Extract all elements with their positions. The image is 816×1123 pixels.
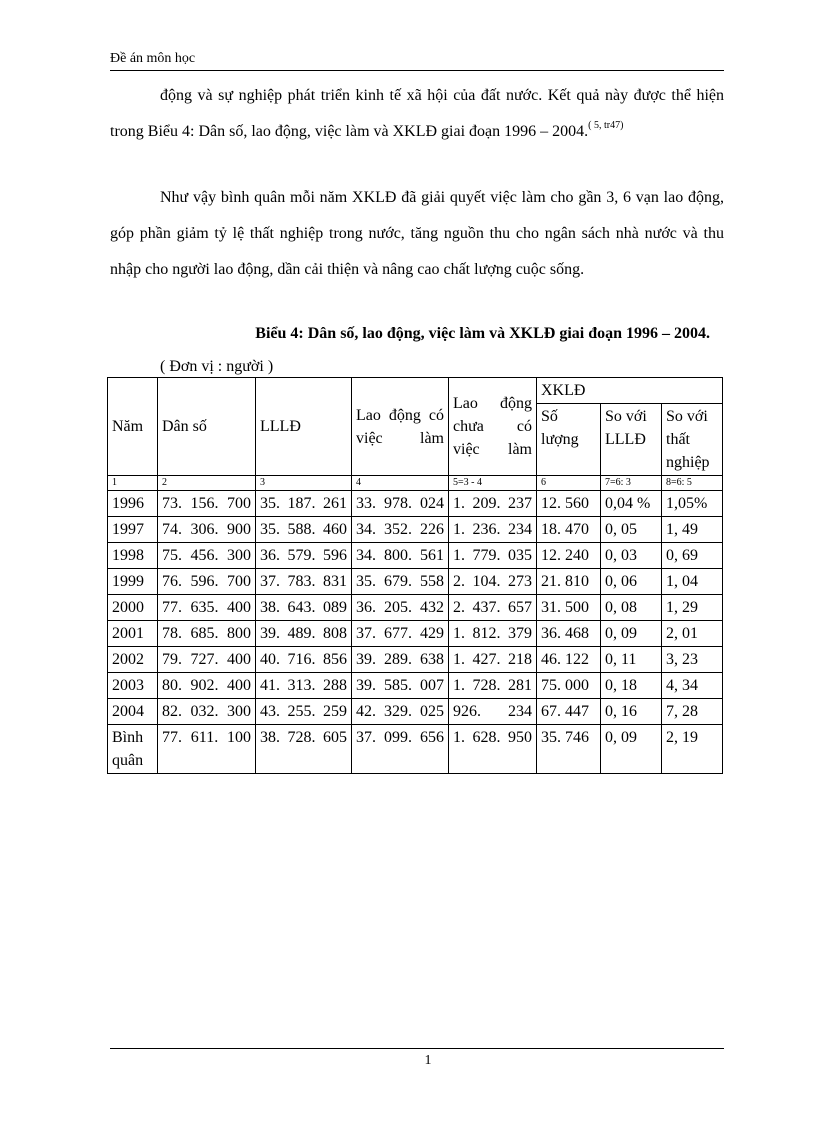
paragraph-2: Như vậy bình quân mỗi năm XKLĐ đã giải quyết việc làm cho gần 3, 6 vạn lao động, góp phần giảm tỷ lệ thất nghiệp trong nước, tăng nguồn thu cho ngân sách nhà nước và thu nhập cho người lao động, dần cải thiện và nâng cao chất lượng cuộc sống. <box>110 189 724 278</box>
cell-year: 2004 <box>108 699 158 725</box>
cell-quantity: 36. 468 <box>537 621 601 647</box>
cell-year: Bình quân <box>108 725 158 774</box>
cell-unemployed: 1. 628. 950 <box>449 725 537 774</box>
table-row <box>108 621 723 647</box>
cell-employed: 35. 679. 558 <box>352 569 449 595</box>
page-number: 1 <box>424 1053 432 1068</box>
cell-population: 75. 456. 300 <box>158 543 256 569</box>
cell-unemployed: 1. 779. 035 <box>449 543 537 569</box>
cell-year: 2000 <box>108 595 158 621</box>
table-row <box>108 673 723 699</box>
cell-employed: 33. 978. 024 <box>352 491 449 517</box>
table-row <box>108 517 723 543</box>
cell-vs-unemployed: 1,05% <box>662 491 723 517</box>
index-cell: 6 <box>537 476 601 491</box>
header-population: Dân số <box>158 378 256 476</box>
cell-year: 2003 <box>108 673 158 699</box>
index-cell: 5=3 - 4 <box>449 476 537 491</box>
index-cell: 2 <box>158 476 256 491</box>
cell-labor-force: 39. 489. 808 <box>256 621 352 647</box>
table-row <box>108 491 723 517</box>
cell-unemployed: 2. 437. 657 <box>449 595 537 621</box>
cell-population: 77. 635. 400 <box>158 595 256 621</box>
cell-vs-labor-force: 0, 16 <box>601 699 662 725</box>
cell-unemployed: 1. 209. 237 <box>449 491 537 517</box>
cell-population: 73. 156. 700 <box>158 491 256 517</box>
cell-quantity: 12. 560 <box>537 491 601 517</box>
index-cell: 8=6: 5 <box>662 476 723 491</box>
cell-employed: 34. 800. 561 <box>352 543 449 569</box>
cell-employed: 37. 677. 429 <box>352 621 449 647</box>
index-cell: 1 <box>108 476 158 491</box>
cell-vs-labor-force: 0, 05 <box>601 517 662 543</box>
cell-labor-force: 37. 783. 831 <box>256 569 352 595</box>
cell-population: 79. 727. 400 <box>158 647 256 673</box>
cell-quantity: 67. 447 <box>537 699 601 725</box>
data-table <box>107 377 723 774</box>
cell-vs-unemployed: 1, 29 <box>662 595 723 621</box>
header-year: Năm <box>108 378 158 476</box>
header-vs-unemployed: So với thất nghiệp <box>662 404 723 476</box>
cell-employed: 36. 205. 432 <box>352 595 449 621</box>
index-cell: 4 <box>352 476 449 491</box>
cell-unemployed: 2. 104. 273 <box>449 569 537 595</box>
footer-rule <box>110 1048 724 1049</box>
cell-population: 76. 596. 700 <box>158 569 256 595</box>
cell-quantity: 46. 122 <box>537 647 601 673</box>
header-group-xkld: XKLĐ <box>537 378 723 404</box>
index-cell: 3 <box>256 476 352 491</box>
cell-vs-labor-force: 0, 08 <box>601 595 662 621</box>
cell-quantity: 75. 000 <box>537 673 601 699</box>
cell-labor-force: 38. 643. 089 <box>256 595 352 621</box>
cell-vs-labor-force: 0, 06 <box>601 569 662 595</box>
cell-vs-unemployed: 2, 01 <box>662 621 723 647</box>
cell-vs-unemployed: 7, 28 <box>662 699 723 725</box>
header-employed: Lao động có việc làm <box>352 378 449 476</box>
cell-vs-labor-force: 0, 18 <box>601 673 662 699</box>
paragraph-1 <box>110 78 724 150</box>
cell-vs-unemployed: 0, 69 <box>662 543 723 569</box>
cell-population: 78. 685. 800 <box>158 621 256 647</box>
table-row <box>108 569 723 595</box>
header-vs-labor-force: So với LLLĐ <box>601 404 662 476</box>
cell-vs-labor-force: 0, 09 <box>601 725 662 774</box>
table-unit: ( Đơn vị : người ) <box>160 358 274 375</box>
index-row <box>108 476 723 491</box>
cell-vs-labor-force: 0, 11 <box>601 647 662 673</box>
table-caption: Biểu 4: Dân số, lao động, việc làm và XKLĐ giai đoạn 1996 – 2004. <box>255 325 710 342</box>
table-row <box>108 647 723 673</box>
header-unemployed: Lao động chưa có việc làm <box>449 378 537 476</box>
header-row-1 <box>108 378 723 404</box>
cell-labor-force: 36. 579. 596 <box>256 543 352 569</box>
cell-vs-labor-force: 0, 03 <box>601 543 662 569</box>
cell-year: 1996 <box>108 491 158 517</box>
table-row <box>108 725 723 774</box>
cell-vs-unemployed: 3, 23 <box>662 647 723 673</box>
cell-population: 80. 902. 400 <box>158 673 256 699</box>
paragraph-1-text: động và sự nghiệp phát triển kinh tế xã hội của đất nước. Kết quả này được thể hiện trong Biểu 4: Dân số, lao động, việc làm và XKLĐ giai đoạn 1996 – 2004. <box>110 87 724 140</box>
cell-population: 77. 611. 100 <box>158 725 256 774</box>
table-row <box>108 699 723 725</box>
cell-unemployed: 1. 812. 379 <box>449 621 537 647</box>
cell-vs-unemployed: 2, 19 <box>662 725 723 774</box>
cell-vs-unemployed: 1, 04 <box>662 569 723 595</box>
cell-employed: 39. 585. 007 <box>352 673 449 699</box>
citation: ( 5, tr47) <box>588 120 624 131</box>
cell-quantity: 21. 810 <box>537 569 601 595</box>
cell-population: 82. 032. 300 <box>158 699 256 725</box>
cell-vs-unemployed: 1, 49 <box>662 517 723 543</box>
cell-employed: 37. 099. 656 <box>352 725 449 774</box>
cell-quantity: 12. 240 <box>537 543 601 569</box>
cell-employed: 34. 352. 226 <box>352 517 449 543</box>
cell-vs-unemployed: 4, 34 <box>662 673 723 699</box>
cell-year: 1998 <box>108 543 158 569</box>
index-cell: 7=6: 3 <box>601 476 662 491</box>
cell-labor-force: 35. 187. 261 <box>256 491 352 517</box>
cell-labor-force: 43. 255. 259 <box>256 699 352 725</box>
table-row <box>108 595 723 621</box>
header-quantity: Số lượng <box>537 404 601 476</box>
cell-quantity: 31. 500 <box>537 595 601 621</box>
cell-unemployed: 1. 236. 234 <box>449 517 537 543</box>
cell-employed: 39. 289. 638 <box>352 647 449 673</box>
cell-quantity: 35. 746 <box>537 725 601 774</box>
header-labor-force: LLLĐ <box>256 378 352 476</box>
cell-year: 2001 <box>108 621 158 647</box>
cell-vs-labor-force: 0,04 % <box>601 491 662 517</box>
cell-population: 74. 306. 900 <box>158 517 256 543</box>
cell-labor-force: 41. 313. 288 <box>256 673 352 699</box>
table-row <box>108 543 723 569</box>
cell-quantity: 18. 470 <box>537 517 601 543</box>
cell-unemployed: 926. 234 <box>449 699 537 725</box>
cell-labor-force: 40. 716. 856 <box>256 647 352 673</box>
cell-labor-force: 38. 728. 605 <box>256 725 352 774</box>
cell-year: 2002 <box>108 647 158 673</box>
cell-employed: 42. 329. 025 <box>352 699 449 725</box>
cell-year: 1997 <box>108 517 158 543</box>
cell-labor-force: 35. 588. 460 <box>256 517 352 543</box>
page-header: Đề án môn học <box>110 50 724 71</box>
cell-vs-labor-force: 0, 09 <box>601 621 662 647</box>
cell-unemployed: 1. 728. 281 <box>449 673 537 699</box>
cell-year: 1999 <box>108 569 158 595</box>
cell-unemployed: 1. 427. 218 <box>449 647 537 673</box>
